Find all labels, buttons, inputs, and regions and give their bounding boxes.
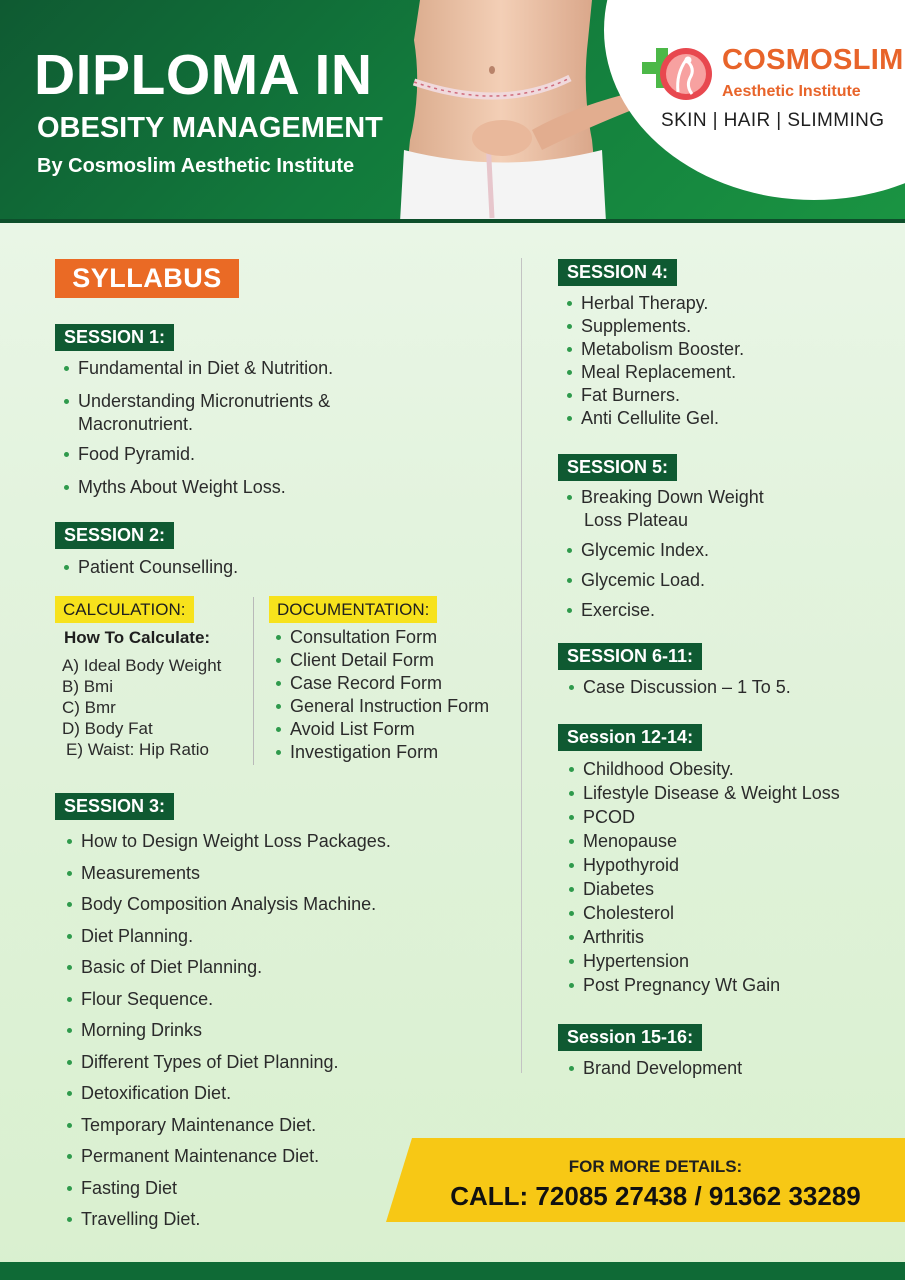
list-item: Glycemic Load. bbox=[567, 569, 764, 592]
session-3-label: SESSION 3: bbox=[55, 793, 174, 820]
session-15-16-label: Session 15-16: bbox=[558, 1024, 702, 1051]
list-item: Brand Development bbox=[569, 1057, 742, 1080]
list-item: Permanent Maintenance Diet. bbox=[67, 1145, 391, 1168]
list-item: Different Types of Diet Planning. bbox=[67, 1051, 391, 1074]
session-5-list bbox=[567, 486, 764, 629]
list-item: Case Record Form bbox=[276, 672, 489, 695]
waist-measure-photo bbox=[392, 0, 632, 222]
list-item: Fundamental in Diet & Nutrition. bbox=[64, 357, 333, 380]
list-item: Basic of Diet Planning. bbox=[67, 956, 391, 979]
list-item: Diet Planning. bbox=[67, 925, 391, 948]
list-item: Exercise. bbox=[567, 599, 764, 622]
list-item: Flour Sequence. bbox=[67, 988, 391, 1011]
list-item: Body Composition Analysis Machine. bbox=[67, 893, 391, 916]
list-item: Patient Counselling. bbox=[64, 556, 238, 579]
list-item: Understanding Micronutrients & Macronutrient. bbox=[64, 390, 333, 436]
how-to-calculate-heading: How To Calculate: bbox=[64, 628, 211, 647]
session-12-14-list bbox=[569, 758, 840, 998]
session-1-label: SESSION 1: bbox=[55, 324, 174, 351]
syllabus-label: SYLLABUS bbox=[55, 259, 239, 298]
list-item: C) Bmr bbox=[62, 698, 116, 717]
session-4-list bbox=[567, 292, 744, 430]
session-12-14-label: Session 12-14: bbox=[558, 724, 702, 751]
list-item: Glycemic Index. bbox=[567, 539, 764, 562]
list-item: Temporary Maintenance Diet. bbox=[67, 1114, 391, 1137]
list-item: Herbal Therapy. bbox=[567, 292, 744, 315]
list-item: General Instruction Form bbox=[276, 695, 489, 718]
list-item: Fat Burners. bbox=[567, 384, 744, 407]
list-item: Case Discussion – 1 To 5. bbox=[569, 676, 791, 699]
contact-phone-numbers: CALL: 72085 27438 / 91362 33289 bbox=[450, 1181, 861, 1211]
list-item: Avoid List Form bbox=[276, 718, 489, 741]
documentation-label: DOCUMENTATION: bbox=[269, 596, 437, 623]
list-item: Myths About Weight Loss. bbox=[64, 476, 333, 499]
list-item: Consultation Form bbox=[276, 626, 489, 649]
list-item: B) Bmi bbox=[62, 677, 113, 696]
list-item: How to Design Weight Loss Packages. bbox=[67, 830, 391, 853]
list-item: Travelling Diet. bbox=[67, 1208, 391, 1231]
list-item: Detoxification Diet. bbox=[67, 1082, 391, 1105]
list-item: Client Detail Form bbox=[276, 649, 489, 672]
list-item: Anti Cellulite Gel. bbox=[567, 407, 744, 430]
header-divider bbox=[0, 219, 905, 223]
list-item: Breaking Down Weight Loss Plateau bbox=[567, 486, 764, 532]
footer-bar bbox=[0, 1262, 905, 1280]
list-item: Post Pregnancy Wt Gain bbox=[569, 974, 840, 997]
session-2-label: SESSION 2: bbox=[55, 522, 174, 549]
logo-subtitle: Aesthetic Institute bbox=[722, 83, 861, 100]
list-item: Meal Replacement. bbox=[567, 361, 744, 384]
calculation-label: CALCULATION: bbox=[55, 596, 194, 623]
list-item: Supplements. bbox=[567, 315, 744, 338]
calculation-list bbox=[62, 655, 221, 760]
title-line-1: DIPLOMA IN bbox=[34, 43, 373, 107]
column-divider bbox=[521, 258, 522, 1073]
list-item: Lifestyle Disease & Weight Loss bbox=[569, 782, 840, 805]
documentation-list bbox=[276, 626, 489, 764]
list-item: Metabolism Booster. bbox=[567, 338, 744, 361]
list-item: A) Ideal Body Weight bbox=[62, 656, 222, 675]
title-line-3: By Cosmoslim Aesthetic Institute bbox=[37, 155, 355, 177]
list-item: Arthritis bbox=[569, 926, 840, 949]
session-3-list bbox=[67, 830, 391, 1240]
list-item: Diabetes bbox=[569, 878, 840, 901]
list-item: Cholesterol bbox=[569, 902, 840, 925]
list-item: Measurements bbox=[67, 862, 391, 885]
list-item: Morning Drinks bbox=[67, 1019, 391, 1042]
logo-name: COSMOSLIM bbox=[722, 44, 904, 76]
logo-tagline: SKIN | HAIR | SLIMMING bbox=[661, 110, 885, 131]
list-item: Investigation Form bbox=[276, 741, 489, 764]
session-5-label: SESSION 5: bbox=[558, 454, 677, 481]
contact-heading: FOR MORE DETAILS: bbox=[568, 1157, 743, 1176]
calc-doc-divider bbox=[253, 597, 254, 765]
title-line-2: OBESITY MANAGEMENT bbox=[37, 112, 383, 144]
list-item: Food Pyramid. bbox=[64, 443, 333, 466]
session-6-11-list bbox=[569, 676, 791, 699]
list-item: E) Waist: Hip Ratio bbox=[66, 740, 209, 759]
list-item: Hypothyroid bbox=[569, 854, 840, 877]
list-item: Fasting Diet bbox=[67, 1177, 391, 1200]
list-item: PCOD bbox=[569, 806, 840, 829]
session-6-11-label: SESSION 6-11: bbox=[558, 643, 702, 670]
list-item: Childhood Obesity. bbox=[569, 758, 840, 781]
session-2-list bbox=[64, 556, 238, 579]
list-item: D) Body Fat bbox=[62, 719, 153, 738]
session-4-label: SESSION 4: bbox=[558, 259, 677, 286]
cosmoslim-logo-icon bbox=[640, 44, 716, 104]
session-15-16-list bbox=[569, 1057, 742, 1080]
list-item: Menopause bbox=[569, 830, 840, 853]
session-1-list bbox=[64, 357, 333, 509]
list-item: Hypertension bbox=[569, 950, 840, 973]
